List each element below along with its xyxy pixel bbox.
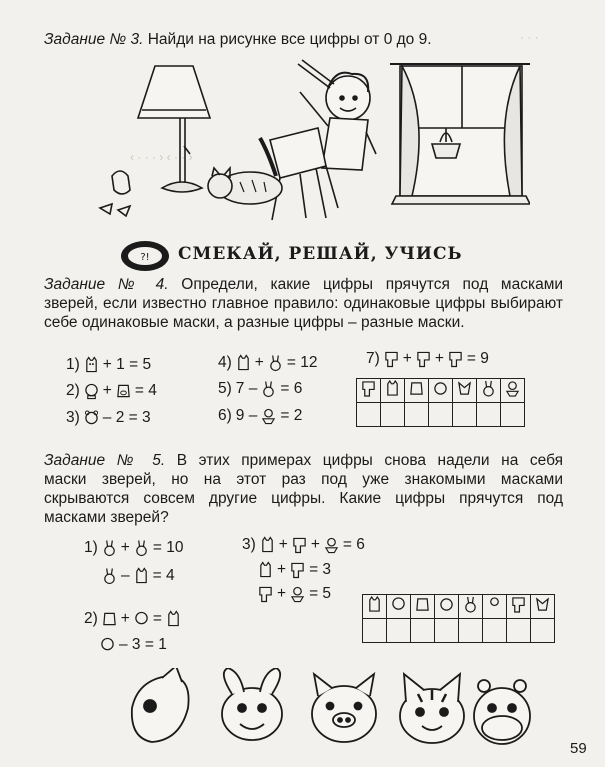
pig-mask-icon <box>415 596 430 613</box>
answer-cell[interactable] <box>435 619 459 643</box>
pig-mask-icon <box>116 382 131 400</box>
rabbit-mask-icon <box>481 380 496 397</box>
chick-mask-icon <box>324 536 339 554</box>
table-cell-mask <box>405 379 429 403</box>
task4-equation-7: 7) + + = 9 <box>366 350 489 367</box>
dog-mask-icon <box>448 350 463 368</box>
rabbit-mask-icon <box>134 539 149 557</box>
dog-mask-icon <box>290 561 305 579</box>
chick-mask-icon <box>290 585 305 603</box>
answer-cell[interactable] <box>387 619 411 643</box>
answer-cell[interactable] <box>411 619 435 643</box>
answer-cell[interactable] <box>531 619 555 643</box>
bear-mask-icon <box>84 409 99 427</box>
answer-cell[interactable] <box>507 619 531 643</box>
task4-equation-1: 1) + 1 = 5 <box>66 356 152 373</box>
table-cell-mask <box>477 379 501 403</box>
rabbit-mask-icon <box>463 596 478 613</box>
dog-mask-icon <box>384 350 399 368</box>
answer-row <box>363 619 555 643</box>
table-cell-mask <box>435 595 459 619</box>
answer-cell[interactable] <box>429 403 453 427</box>
table-cell-mask <box>531 595 555 619</box>
task5-equation-1a: 1) + = 10 <box>84 539 184 556</box>
pig-mask-icon <box>102 610 117 628</box>
mask-row <box>357 379 525 403</box>
bear-mask-icon <box>439 596 454 613</box>
table-cell-mask <box>357 379 381 403</box>
svg-text:?!: ?! <box>140 252 150 263</box>
task5-line2: маски зверей, но на этот раз под уже знакомыми масками <box>44 471 563 488</box>
task4-equation-5: 5) 7 – = 6 <box>218 380 303 397</box>
cat-mask-icon <box>260 536 275 554</box>
dog-mask-icon <box>258 585 273 603</box>
rabbit-mask-icon <box>102 567 117 585</box>
task5-line1: Задание № 5. В этих примерах цифры снова надели на себя <box>44 452 564 469</box>
rabbit-mask-icon <box>268 354 283 372</box>
table-cell-mask <box>411 595 435 619</box>
fox-mask-icon <box>457 380 472 397</box>
task4-equation-2: 2) + = 4 <box>66 382 157 399</box>
cat-mask-icon <box>84 356 99 374</box>
show-through-text: ‹ · · · › ‹ · · › <box>130 150 193 164</box>
answer-cell[interactable] <box>453 403 477 427</box>
answer-cell[interactable] <box>459 619 483 643</box>
dog-mask-icon <box>361 380 376 397</box>
show-through-text: · · · <box>520 30 539 44</box>
mask-row <box>363 595 555 619</box>
task5-equation-3a: 3) + + = 6 <box>242 536 365 553</box>
cat-mask-icon <box>258 561 273 579</box>
task4-line2: зверей, если известно главное правило: одинаковые цифры выбирают <box>44 295 563 312</box>
answer-cell[interactable] <box>381 403 405 427</box>
table-cell-mask <box>363 595 387 619</box>
cat-mask-icon <box>385 380 400 397</box>
dog-mask-icon <box>511 596 526 613</box>
dog-mask-icon <box>292 536 307 554</box>
task5-equation-2b: – 3 = 1 <box>100 636 167 654</box>
task4-line1: Задание № 4. Определи, какие цифры прячутся под масками <box>44 276 564 293</box>
sheep-mask-icon <box>391 596 406 613</box>
table-cell-mask <box>501 379 525 403</box>
page-number: 59 <box>570 740 587 757</box>
pig-mask-icon <box>409 380 424 397</box>
task4-equation-6: 6) 9 – = 2 <box>218 407 303 424</box>
task5-line3: скрываются совсем другие цифры. Какие цифры прячутся под <box>44 490 563 507</box>
task5-equation-3b: + = 3 <box>258 561 331 579</box>
cat-mask-icon <box>236 354 251 372</box>
table-cell-mask <box>429 379 453 403</box>
task4-line3: себе одинаковые маски, а разные цифры – разные маски. <box>44 314 465 331</box>
sheep-mask-icon <box>84 382 99 400</box>
cat-mask-icon <box>367 596 382 613</box>
sheep-mask-icon <box>100 636 115 654</box>
cat-mask-icon <box>166 610 181 628</box>
chick-mask-icon <box>505 380 520 397</box>
answer-cell[interactable] <box>357 403 381 427</box>
table-cell-mask <box>453 379 477 403</box>
task4-answer-table <box>356 378 525 427</box>
hidden-digits-illustration <box>90 58 530 230</box>
dog-mask-icon <box>416 350 431 368</box>
table-cell-mask <box>459 595 483 619</box>
answer-cell[interactable] <box>477 403 501 427</box>
rabbit-mask-icon <box>102 539 117 557</box>
sheep-mask-icon <box>134 610 149 628</box>
task4-equation-3: 3) – 2 = 3 <box>66 409 151 426</box>
section-title: СМЕКАЙ, РЕШАЙ, УЧИСЬ <box>178 244 463 264</box>
answer-cell[interactable] <box>483 619 507 643</box>
task4-equation-4: 4) + = 12 <box>218 354 318 371</box>
task5-line4: масками зверей? <box>44 509 169 526</box>
table-cell-mask <box>483 595 507 619</box>
answer-row <box>357 403 525 427</box>
task3-heading: Задание № 3. Найди на рисунке все цифры от 0 до 9. <box>44 31 432 48</box>
fox-mask-icon <box>535 596 550 613</box>
section-logo-icon <box>118 236 172 274</box>
table-cell-mask <box>381 379 405 403</box>
answer-cell[interactable] <box>501 403 525 427</box>
task5-answer-table <box>362 594 555 643</box>
animal-masks-illustration <box>122 668 532 750</box>
rabbit-mask-icon <box>261 380 276 398</box>
task5-equation-2a: 2) + = <box>84 610 181 628</box>
table-cell-mask <box>507 595 531 619</box>
table-cell-mask <box>387 595 411 619</box>
cat-mask-icon <box>134 567 149 585</box>
bear-mask-icon <box>433 380 448 397</box>
task5-equation-3c: + = 5 <box>258 585 331 603</box>
chick-mask-icon <box>487 596 502 613</box>
chick-mask-icon <box>261 407 276 425</box>
answer-cell[interactable] <box>363 619 387 643</box>
task5-equation-1b: – = 4 <box>102 567 175 585</box>
answer-cell[interactable] <box>405 403 429 427</box>
